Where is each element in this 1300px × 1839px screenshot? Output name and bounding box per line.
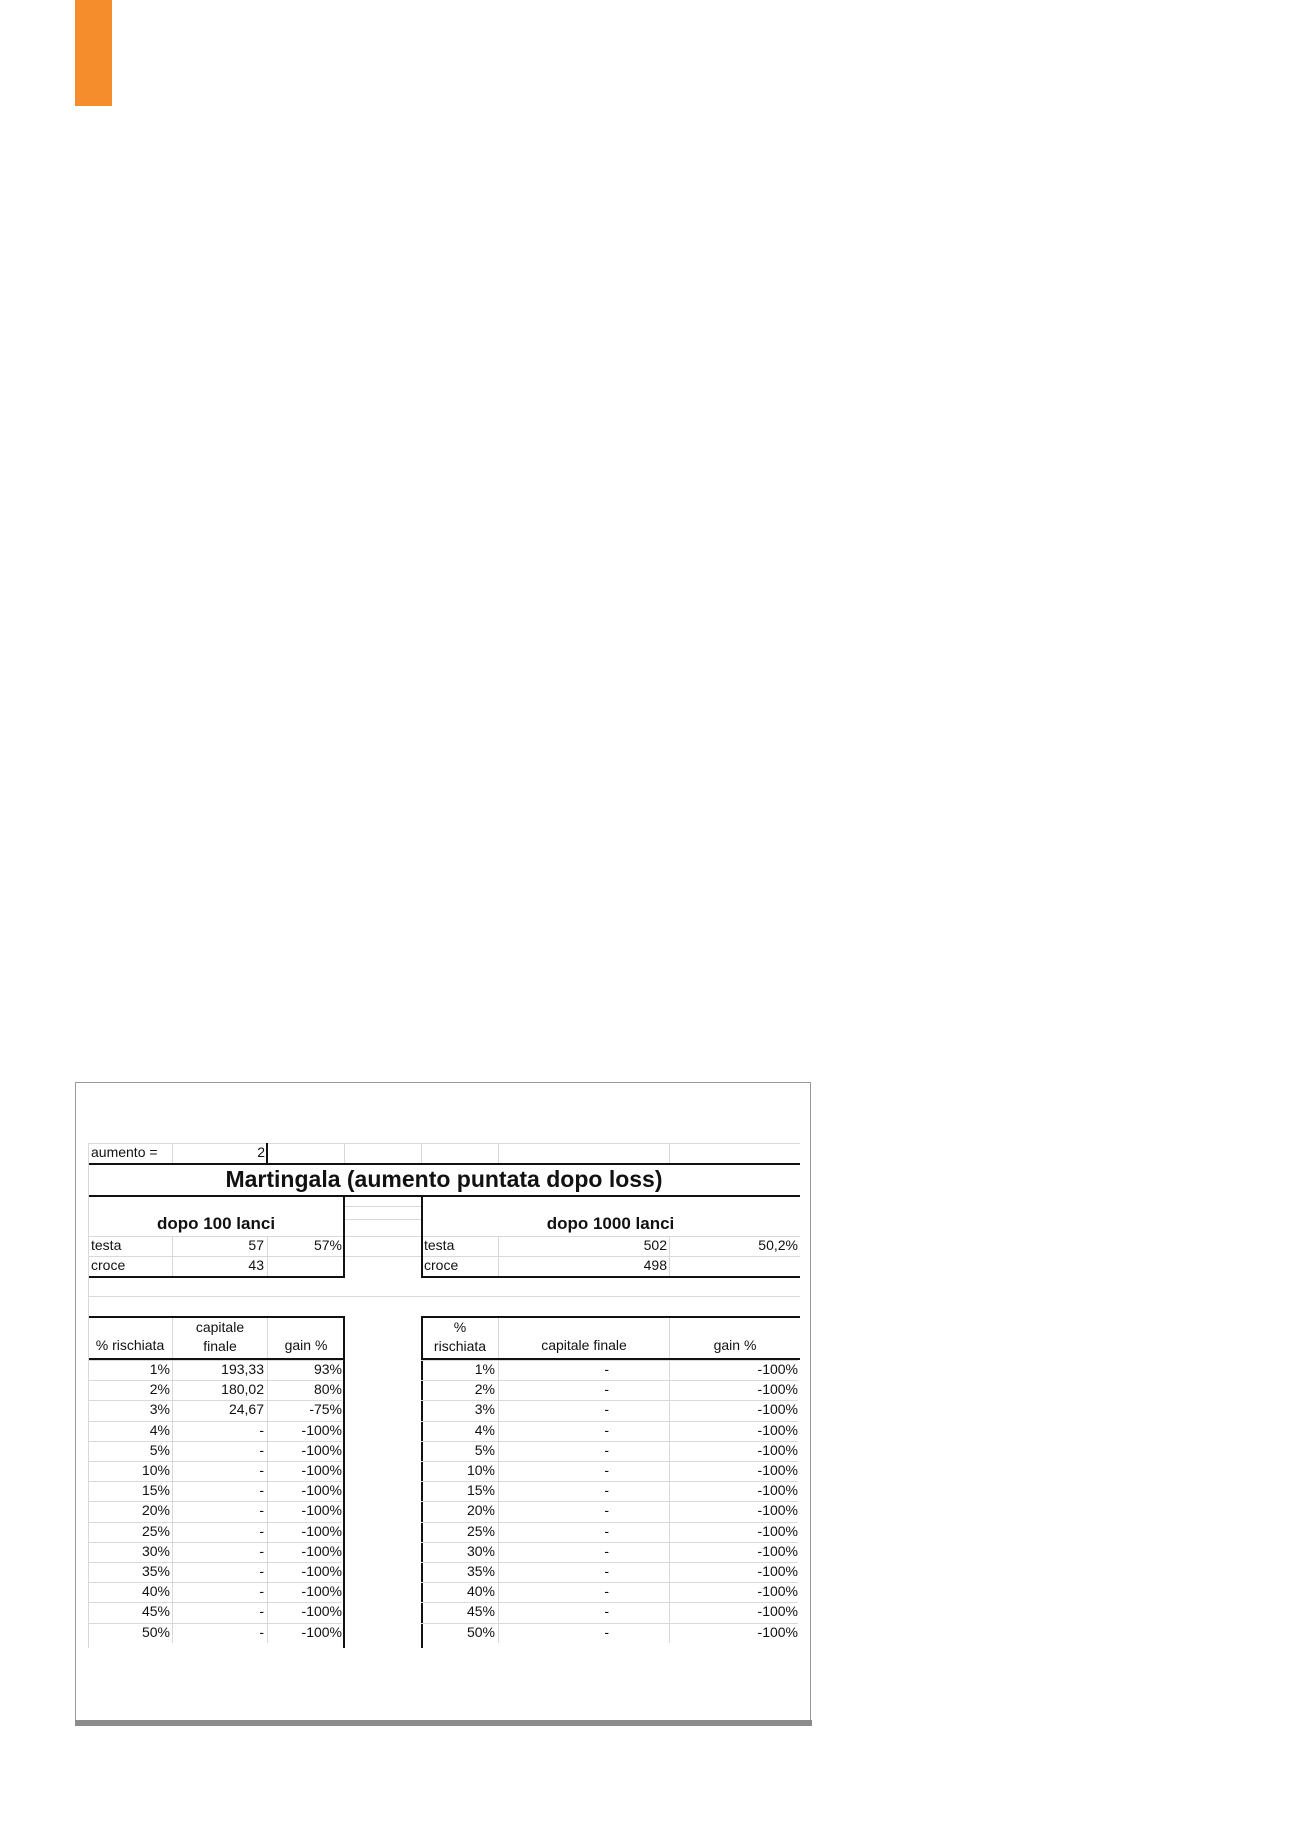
table-col-line (172, 1360, 173, 1643)
right-cell-pct: 3% (474, 1401, 495, 1418)
grid-hdr-b (172, 1318, 173, 1358)
grid-hdr-c (267, 1318, 268, 1358)
left-cell-capitale: - (259, 1563, 264, 1579)
right-cell-pct: 15% (466, 1482, 495, 1499)
left-upper-right-border (343, 1195, 345, 1278)
left-cell-gain: -100% (301, 1502, 342, 1519)
left-cell-capitale: - (259, 1623, 264, 1640)
spreadsheet-figure (75, 1082, 811, 1722)
sheet-title: Martingala (aumento puntata dopo loss) (225, 1166, 663, 1192)
aumento-value[interactable]: 2 (257, 1144, 265, 1160)
accent-bar (75, 0, 112, 106)
left-cell-gain: -100% (301, 1623, 342, 1640)
right-cell-capitale: - (604, 1381, 609, 1398)
right-cell-gain: -100% (757, 1563, 798, 1579)
right-cell-pct: 20% (466, 1502, 495, 1519)
left-cell-capitale: - (259, 1502, 264, 1519)
grid-hdr-g (669, 1318, 670, 1358)
grid-tc-g (669, 1236, 670, 1276)
grid-mid-1 (344, 1206, 421, 1207)
right-croce-count: 498 (643, 1257, 667, 1273)
left-testa-label: testa (91, 1237, 122, 1253)
title-bottom-border (88, 1195, 800, 1197)
left-cell-pct: 30% (141, 1542, 170, 1559)
right-cell-capitale: - (604, 1583, 609, 1600)
left-cell-gain: -100% (301, 1522, 342, 1539)
left-cell-capitale: - (259, 1522, 264, 1539)
right-cell-gain: -100% (757, 1542, 798, 1559)
right-cell-pct: 4% (474, 1421, 495, 1438)
left-cell-capitale: - (259, 1441, 264, 1458)
right-cell-pct: 10% (466, 1462, 495, 1478)
grid-col-a (88, 1143, 89, 1163)
right-cell-gain: -100% (757, 1401, 798, 1418)
left-cell-gain: -100% (301, 1462, 342, 1478)
table-col-line (267, 1360, 268, 1643)
right-cell-gain: -100% (757, 1441, 798, 1458)
grid-hdr-f (498, 1318, 499, 1358)
left-cell-pct: 2% (149, 1381, 170, 1398)
grid-col-g (669, 1143, 670, 1163)
aumento-label: aumento = (91, 1144, 158, 1160)
right-upper-bottom-border (421, 1276, 800, 1278)
left-cell-capitale: - (259, 1542, 264, 1559)
right-cell-capitale: - (604, 1542, 609, 1559)
right-cell-capitale: - (604, 1421, 609, 1438)
right-cell-capitale: - (604, 1361, 609, 1377)
left-cell-gain: -100% (301, 1441, 342, 1458)
right-cell-gain: -100% (757, 1502, 798, 1519)
left-cell-pct: 5% (149, 1441, 170, 1458)
left-upper-bottom-border (88, 1276, 344, 1278)
right-cell-gain: -100% (757, 1603, 798, 1620)
table-col-line (498, 1360, 499, 1643)
right-header-pct: % rischiata (433, 1319, 487, 1354)
right-cell-capitale: - (604, 1401, 609, 1418)
left-cell-capitale: - (259, 1583, 264, 1600)
right-cell-gain: -100% (757, 1522, 798, 1539)
right-cell-pct: 1% (474, 1361, 495, 1377)
right-header-gain: gain % (713, 1337, 757, 1353)
grid-tc-c (267, 1236, 268, 1276)
right-cell-capitale: - (604, 1522, 609, 1539)
left-cell-pct: 10% (141, 1462, 170, 1478)
left-cell-pct: 3% (149, 1401, 170, 1418)
right-header-capitale: capitale finale (541, 1337, 627, 1353)
left-section-title: dopo 100 lanci (156, 1214, 276, 1233)
left-cell-gain: -100% (301, 1482, 342, 1499)
cell-cursor (266, 1143, 268, 1163)
left-cell-pct: 45% (141, 1603, 170, 1620)
grid-col-d (344, 1143, 345, 1163)
right-cell-capitale: - (604, 1462, 609, 1478)
right-cell-gain: -100% (757, 1381, 798, 1398)
right-cell-gain: -100% (757, 1421, 798, 1438)
grid-tc-b (172, 1236, 173, 1276)
right-cell-pct: 30% (466, 1542, 495, 1559)
right-cell-pct: 50% (466, 1623, 495, 1640)
left-cell-pct: 20% (141, 1502, 170, 1519)
left-cell-pct: 25% (141, 1522, 170, 1539)
left-header-capitale: capitale finale (195, 1319, 245, 1354)
right-data-table (421, 1360, 800, 1648)
figure-shadow (75, 1720, 812, 1726)
grid-mid-2 (344, 1219, 421, 1220)
left-header-pct: % rischiata (95, 1337, 165, 1353)
right-cell-gain: -100% (757, 1462, 798, 1478)
left-cell-gain: 80% (313, 1381, 342, 1398)
spreadsheet (88, 1143, 798, 1723)
right-cell-gain: -100% (757, 1482, 798, 1499)
grid-spacer-1 (88, 1296, 800, 1297)
left-cell-capitale: 193,33 (221, 1361, 264, 1377)
right-cell-capitale: - (604, 1502, 609, 1519)
left-cell-pct: 40% (141, 1583, 170, 1600)
left-cell-pct: 1% (149, 1361, 170, 1377)
right-section-title: dopo 1000 lanci (546, 1214, 675, 1233)
left-cell-pct: 35% (141, 1563, 170, 1579)
right-cell-gain: -100% (757, 1361, 798, 1377)
left-croce-label: croce (91, 1257, 126, 1273)
right-cell-pct: 2% (474, 1381, 495, 1398)
right-cell-capitale: - (604, 1441, 609, 1458)
left-cell-gain: -100% (301, 1563, 342, 1579)
left-cell-pct: 15% (141, 1482, 170, 1499)
right-cell-pct: 35% (466, 1563, 495, 1579)
right-cell-pct: 5% (474, 1441, 495, 1458)
left-testa-pct: 57% (313, 1237, 342, 1253)
left-testa-count: 57 (248, 1237, 264, 1253)
left-cell-pct: 50% (141, 1623, 170, 1640)
right-testa-count: 502 (643, 1237, 667, 1253)
right-cell-capitale: - (604, 1482, 609, 1499)
left-cell-capitale: - (259, 1462, 264, 1478)
right-cell-pct: 25% (466, 1522, 495, 1539)
left-cell-capitale: - (259, 1603, 264, 1620)
left-data-table (88, 1360, 344, 1648)
left-header-gain: gain % (284, 1337, 328, 1353)
grid-col-e (421, 1143, 422, 1163)
left-cell-gain: 93% (313, 1361, 342, 1377)
left-cell-gain: -100% (301, 1603, 342, 1620)
grid-tc-f (498, 1236, 499, 1276)
left-cell-gain: -75% (309, 1401, 342, 1418)
left-cell-capitale: - (259, 1421, 264, 1438)
right-cell-capitale: - (604, 1623, 609, 1640)
right-cell-gain: -100% (757, 1583, 798, 1600)
left-cell-gain: -100% (301, 1542, 342, 1559)
right-cell-pct: 45% (466, 1603, 495, 1620)
right-testa-label: testa (424, 1237, 455, 1253)
left-croce-count: 43 (248, 1257, 264, 1273)
right-croce-label: croce (424, 1257, 459, 1273)
right-cell-pct: 40% (466, 1583, 495, 1600)
left-cell-capitale: - (259, 1482, 264, 1499)
grid-col-f (498, 1143, 499, 1163)
table-col-line (669, 1360, 670, 1643)
left-cell-capitale: 24,67 (228, 1401, 264, 1418)
left-cell-gain: -100% (301, 1421, 342, 1438)
right-cell-gain: -100% (757, 1623, 798, 1640)
left-cell-gain: -100% (301, 1583, 342, 1600)
right-cell-capitale: - (604, 1603, 609, 1620)
right-upper-left-border (421, 1195, 423, 1278)
left-cell-pct: 4% (149, 1421, 170, 1438)
left-cell-capitale: 180,02 (221, 1381, 264, 1398)
right-cell-capitale: - (604, 1563, 609, 1579)
right-testa-pct: 50,2% (758, 1237, 798, 1253)
